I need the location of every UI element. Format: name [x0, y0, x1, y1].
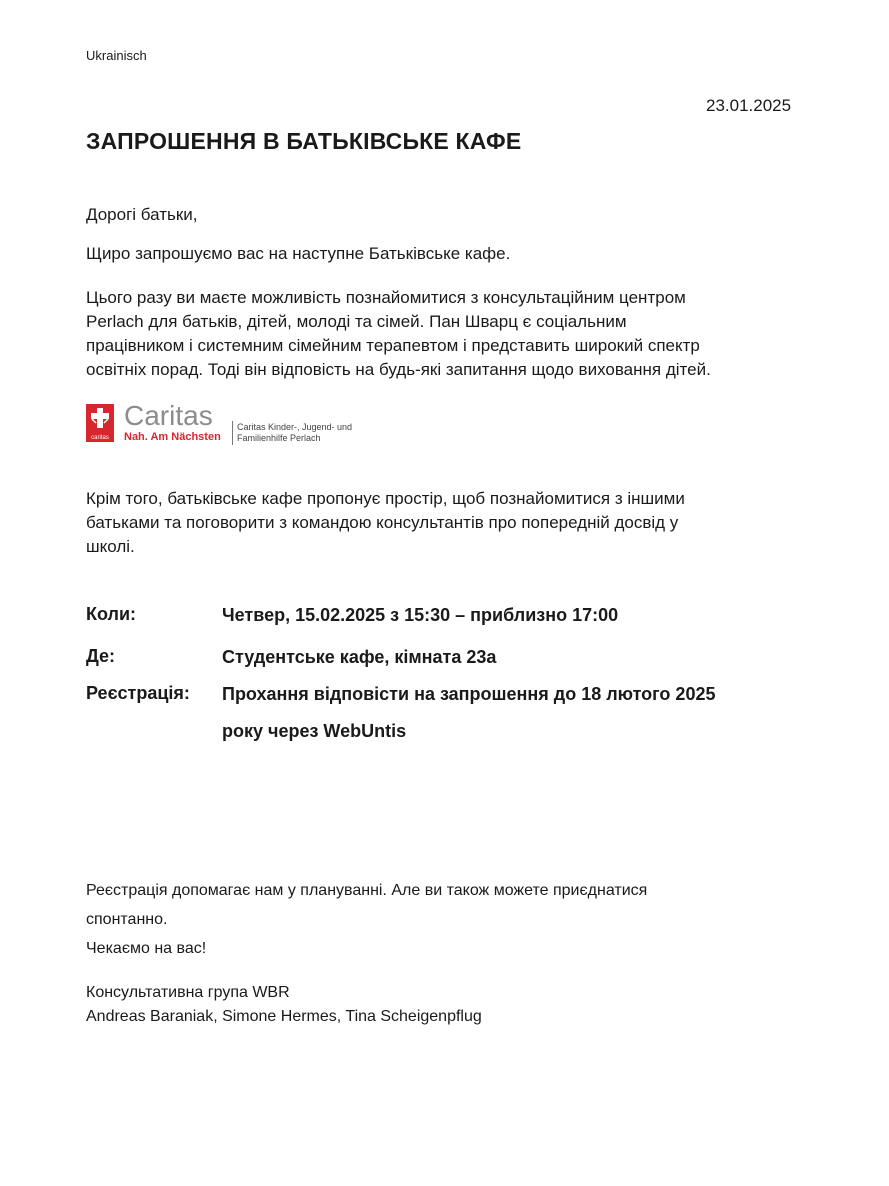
text-line: Крім того, батьківське кафе пропонує простір, щоб познайомитися з іншими [86, 489, 685, 508]
page-title: ЗАПРОШЕННЯ В БАТЬКІВСЬКЕ КАФЕ [86, 128, 522, 154]
registration-line: року через WebUntis [222, 721, 407, 741]
letter-date: 23.01.2025 [706, 96, 792, 115]
signature [86, 981, 816, 1029]
text-line: школі. [86, 537, 135, 556]
where-label: Де: [86, 646, 116, 666]
caritas-cross-icon [86, 404, 114, 442]
invite-line: Щиро запрошуємо вас на наступне Батьківське кафе. [86, 244, 511, 263]
signature-group: Консультативна група WBR [86, 984, 290, 1001]
logo-tagline: Nah. Am Nächsten [124, 431, 221, 443]
text-line: Реєстрація допомагає нам у плануванні. Але ви також можете приєднатися [86, 882, 648, 899]
text-line: батьками та поговорити з командою консультантів про попередній досвід у [86, 513, 679, 532]
text-line: спонтанно. [86, 911, 168, 928]
logo-wordmark: Caritas [124, 400, 213, 431]
text-line: Perlach для батьків, дітей, молоді та сімей. Пан Шварц є соціальним [86, 312, 627, 331]
where-value: Студентське кафе, кімната 23а [222, 647, 497, 667]
language-label: Ukrainisch [86, 48, 147, 63]
logo-small-label: caritas [91, 435, 109, 441]
text-line: освітніх порад. Тоді він відповість на будь-які запитання щодо виховання дітей. [86, 360, 711, 379]
caritas-logo [86, 400, 386, 444]
registration-value [222, 676, 822, 750]
text-line: Чекаємо на вас! [86, 940, 207, 957]
greeting: Дорогі батьки, [86, 205, 198, 224]
when-label: Коли: [86, 604, 137, 624]
registration-label: Реєстрація: [86, 683, 190, 703]
when-value: Четвер, 15.02.2025 з 15:30 – приблизно 17:00 [222, 605, 619, 625]
signature-names: Andreas Baraniak, Simone Hermes, Tina Scheigenpflug [86, 1008, 482, 1025]
closing-note [86, 876, 816, 963]
text-line: Цього разу ви маєте можливість познайомитися з консультаційним центром [86, 288, 686, 307]
org-line: Familienhilfe Perlach [237, 433, 321, 443]
logo-org-name [237, 422, 387, 444]
paragraph-about-center [86, 286, 816, 382]
text-line: працівником і системним сімейним терапевтом і представить широкий спектр [86, 336, 700, 355]
registration-line: Прохання відповісти на запрошення до 18 лютого 2025 [222, 684, 716, 704]
logo-divider [232, 421, 233, 445]
org-line: Caritas Kinder-, Jugend- und [237, 422, 353, 432]
paragraph-cafe-space [86, 487, 816, 559]
